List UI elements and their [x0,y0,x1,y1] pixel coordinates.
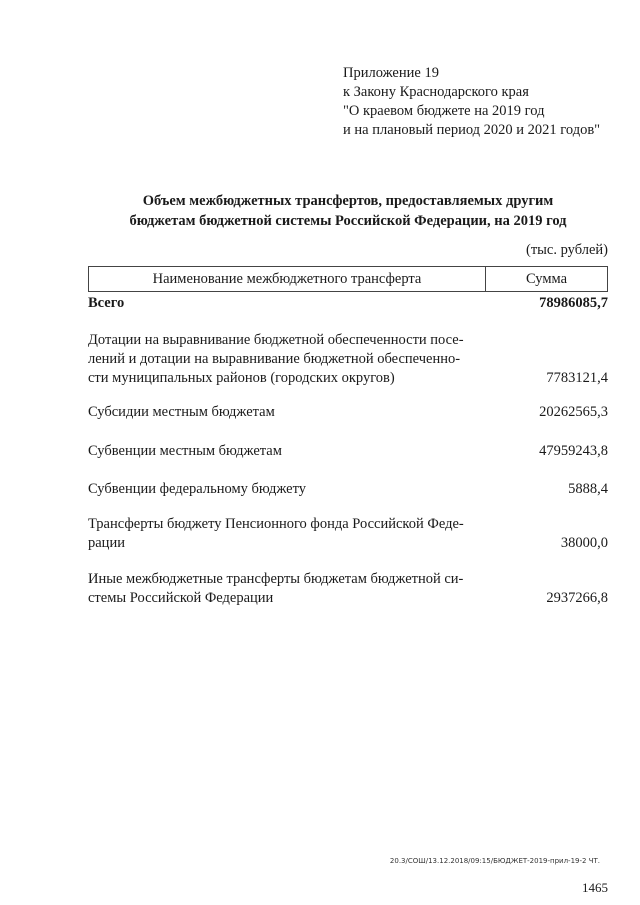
table-row [88,480,608,499]
table-row [88,515,608,553]
table-row [88,570,608,608]
total-value: 78986085,7 [539,295,608,311]
header-name-cell: Наименование межбюджетного трансферта [89,267,486,291]
total-row [88,294,608,313]
row-name-line: сти муниципальных районов (городских округов) [88,370,395,386]
row-name-line: лений и дотации на выравнивание бюджетной обеспеченно- [88,351,461,367]
row-name-line: рации [88,535,125,551]
row-name-line: Трансферты бюджету Пенсионного фонда Российской Феде- [88,516,464,532]
row-value: 47959243,8 [539,443,608,459]
appendix-line: Приложение 19 [343,65,439,81]
row-value: 5888,4 [568,481,608,497]
row-name-line: Субвенции федеральному бюджету [88,481,307,497]
row-name-line: Иные межбюджетные трансферты бюджетам бюджетной си- [88,571,464,587]
row-value: 2937266,8 [546,590,608,606]
row-name-line: Дотации на выравнивание бюджетной обеспеченности посе- [88,332,464,348]
appendix-line: к Закону Краснодарского края [343,84,529,100]
row-value: 38000,0 [560,535,608,551]
row-value: 7783121,4 [546,370,608,386]
document-title [88,191,608,231]
appendix-header [343,64,600,140]
row-name-line: Субвенции местным бюджетам [88,443,282,459]
appendix-line: и на плановый период 2020 и 2021 годов" [343,122,601,138]
table-row [88,403,608,422]
total-label: Всего [88,295,125,311]
appendix-line: "О краевом бюджете на 2019 год [343,103,545,119]
footer-document-code: 20.3/СОШ/13.12.2018/09:15/БЮДЖЕТ-2019-прил-19-2 ЧТ. [389,857,600,865]
row-value: 20262565,3 [539,404,608,420]
units-label: (тыс. рублей) [526,242,608,258]
title-line: бюджетам бюджетной системы Российской Федерации, на 2019 год [129,213,567,229]
header-sum-cell: Сумма [525,271,568,287]
title-line: Объем межбюджетных трансфертов, предоставляемых другим [142,193,554,209]
row-name-line: стемы Российской Федерации [88,590,274,606]
page-number: 1465 [582,880,608,895]
table-header [88,266,608,292]
table-row [88,442,608,461]
row-name-line: Субсидии местным бюджетам [88,404,275,420]
table-row [88,331,608,388]
